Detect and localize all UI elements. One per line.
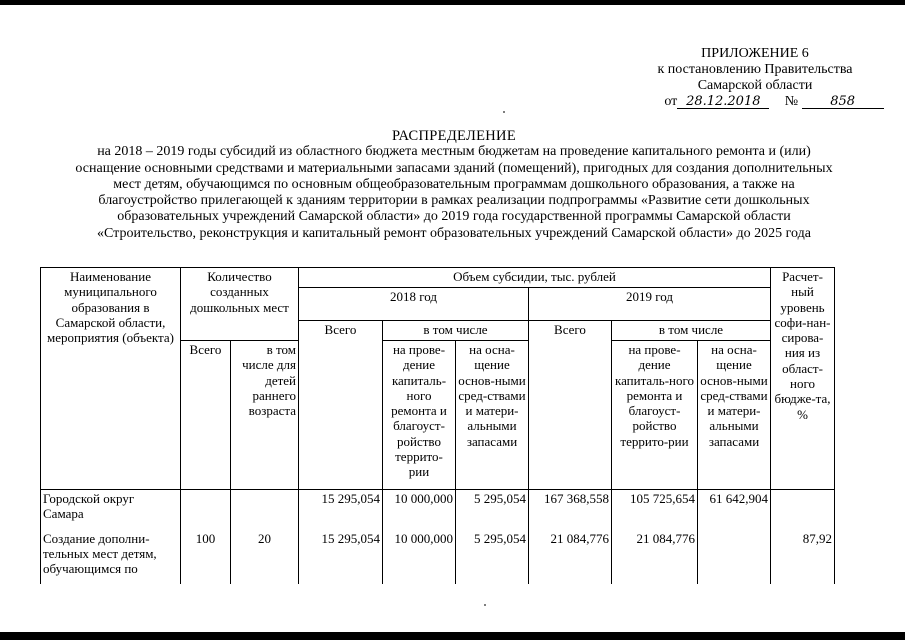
scan-speck (484, 604, 486, 606)
title-heading: РАСПРЕДЕЛЕНИЕ (392, 128, 516, 144)
row-total-2018: 15 295,054 (299, 530, 383, 584)
header-year-2019: 2019 год (529, 288, 771, 321)
date-value: 28.12.2018 (677, 95, 769, 109)
header-repair-2019: на прове-дение капиталь-ного ремонта и благоуст-ройство террито-рии (612, 341, 698, 490)
header-total-2018: Всего (299, 321, 383, 490)
appendix-title: ПРИЛОЖЕНИЕ 6 (701, 46, 809, 61)
title-line: «Строительство, реконструкция и капитальный ремонт образовательных учреждений Самарской области» до 2025 года (97, 225, 811, 241)
row-repair-2018: 10 000,000 (383, 490, 456, 530)
row-cofinancing: 87,92 (771, 530, 835, 584)
row-equipment-2019 (698, 530, 771, 584)
row-total-2019: 167 368,558 (529, 490, 612, 530)
row-total-2019: 21 084,776 (529, 530, 612, 584)
row-equipment-2019: 61 642,904 (698, 490, 771, 530)
header-places-early-age: в том числе для детей раннего возраста (231, 341, 299, 490)
header-places-total: Всего (181, 341, 231, 490)
top-scan-border (0, 0, 905, 5)
appendix-date-line (638, 94, 905, 110)
header-year-2018: 2018 год (299, 288, 529, 321)
title-line: образовательных учреждений Самарской области» до 2019 года государственной программы Самарской области (117, 209, 791, 225)
title-line: на 2018 – 2019 годы субсидий из областного бюджета местным бюджетам на проведение капитального ремонта и (или) (97, 144, 811, 160)
row-equipment-2018: 5 295,054 (456, 490, 529, 530)
number-sign: № (784, 94, 799, 109)
header-equipment-2019: на осна-щение основ-ными сред-ствами и матери-альными запасами (698, 341, 771, 490)
appendix-block (600, 46, 905, 110)
header-including-2018: в том числе (383, 321, 529, 341)
row-equipment-2018: 5 295,054 (456, 530, 529, 584)
row-repair-2019: 105 725,654 (612, 490, 698, 530)
header-subsidy: Объем субсидии, тыс. рублей (299, 268, 771, 288)
header-equipment-2018: на осна-щение основ-ными сред-ствами и матери-альными запасами (456, 341, 529, 490)
header-municipality: Наименование муниципального образования в Самарской области, мероприятия (объекта) (41, 268, 181, 490)
row-total-2018: 15 295,054 (299, 490, 383, 530)
number-value: 858 (802, 95, 884, 109)
row-name: Городской округ Самара (41, 490, 181, 530)
row-places-early (231, 490, 299, 530)
header-repair-2018: на прове-дение капиталь-ного ремонта и благоуст-ройство террито-рии (383, 341, 456, 490)
header-including-2019: в том числе (612, 321, 771, 341)
header-places: Количество созданных дошкольных мест (181, 268, 299, 341)
title-line: мест детям, обучающимся по основным общеобразовательным программам дошкольного образования, а также на (113, 176, 795, 192)
date-prefix: от (664, 94, 678, 109)
row-name: Создание дополни-тельных мест детям, обучающимся по (41, 530, 181, 584)
row-cofinancing (771, 490, 835, 530)
table-row (41, 490, 835, 530)
row-places-early: 20 (231, 530, 299, 584)
row-places-total (181, 490, 231, 530)
header-total-2019: Всего (529, 321, 612, 490)
title-line: оснащение основными средствами и материальными запасами зданий (помещений), пригодных для создания дополнительных (75, 160, 833, 176)
header-cofinancing: Расчет-ный уровень софи-нан-сирова-ния из област-ного бюдже-та, % (771, 268, 835, 490)
row-repair-2019: 21 084,776 (612, 530, 698, 584)
table-row (41, 530, 835, 584)
title-line: благоустройство прилегающей к зданиям территории в рамках реализации подпрограммы «Развитие сети дошкольных (98, 193, 810, 209)
appendix-line-2: Самарской области (697, 78, 813, 93)
row-places-total: 100 (181, 530, 231, 584)
bottom-scan-border (0, 632, 905, 640)
subsidy-table (40, 267, 835, 584)
document-title (40, 128, 868, 242)
scan-speck (503, 111, 505, 113)
appendix-line-1: к постановлению Правительства (657, 62, 853, 77)
row-repair-2018: 10 000,000 (383, 530, 456, 584)
